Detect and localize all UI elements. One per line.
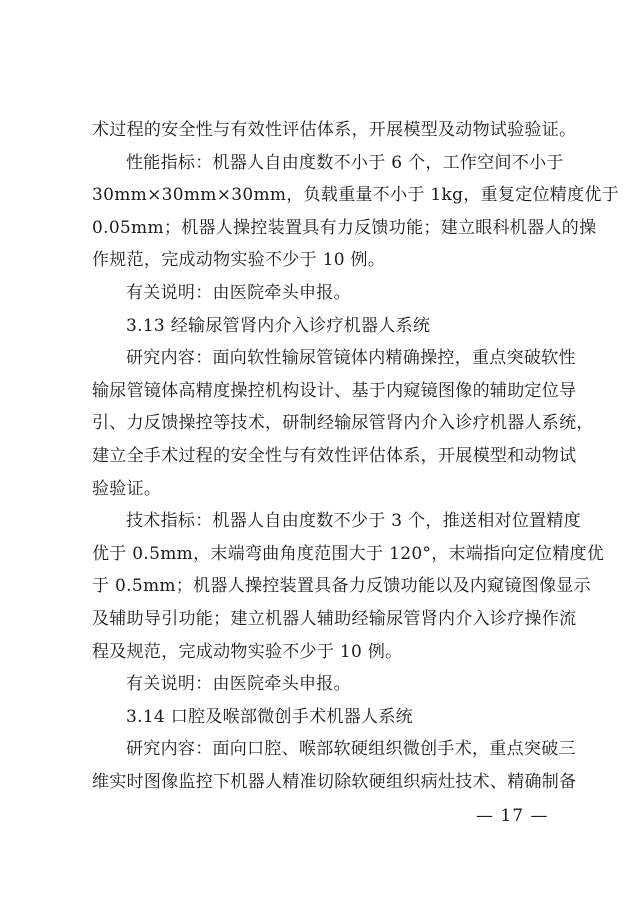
- text-line-research-content: 研究内容：面向口腔、喉部软硬组织微创手术，重点突破三: [126, 739, 576, 760]
- text-line-note: 有关说明：由医院牵头申报。: [126, 282, 351, 303]
- section-heading-3-14: 3.14 口腔及喉部微创手术机器人系统: [126, 706, 413, 727]
- text-line-performance-spec: 性能指标：机器人自由度数不小于 6 个，工作空间不小于: [126, 152, 564, 173]
- text-line: 30mm×30mm×30mm，负载重量不小于 1kg，重复定位精度优于: [92, 185, 620, 206]
- text-line-research-content: 研究内容：面向软性输尿管镜体内精确操控，重点突破软性: [126, 348, 576, 369]
- text-line: 引、力反馈操控等技术，研制经输尿管肾内介入诊疗机器人系统，: [92, 413, 594, 434]
- text-line: 建立全手术过程的安全性与有效性评估体系，开展模型和动物试: [92, 445, 577, 466]
- text-line: 维实时图像监控下机器人精准切除软硬组织病灶技术、精确制备: [92, 771, 577, 792]
- text-line: 0.05mm；机器人操控装置具有力反馈功能；建立眼科机器人的操: [92, 217, 597, 238]
- text-line: 及辅助导引功能；建立机器人辅助经输尿管肾内介入诊疗操作流: [92, 608, 577, 629]
- text-line: 作规范，完成动物实验不少于 10 例。: [92, 250, 386, 271]
- page-number: — 17 —: [476, 806, 549, 826]
- section-heading-3-13: 3.13 经输尿管肾内介入诊疗机器人系统: [126, 315, 431, 336]
- text-line-technical-spec: 技术指标：机器人自由度数不少于 3 个，推送相对位置精度: [126, 511, 582, 532]
- text-line: 输尿管镜体高精度操控机构设计、基于内窥镜图像的辅助定位导: [92, 380, 577, 401]
- text-line: 验验证。: [92, 478, 162, 499]
- body-text: [92, 114, 620, 798]
- text-line: 程及规范，完成动物实验不少于 10 例。: [92, 641, 403, 662]
- text-line: 于 0.5mm；机器人操控装置具备力反馈功能以及内窥镜图像显示: [92, 576, 591, 597]
- text-line: 优于 0.5mm，末端弯曲角度范围大于 120°，末端指向定位精度优: [92, 543, 605, 564]
- text-line-note: 有关说明：由医院牵头申报。: [126, 674, 351, 695]
- text-line-continuation: 术过程的安全性与有效性评估体系，开展模型及动物试验验证。: [92, 120, 577, 140]
